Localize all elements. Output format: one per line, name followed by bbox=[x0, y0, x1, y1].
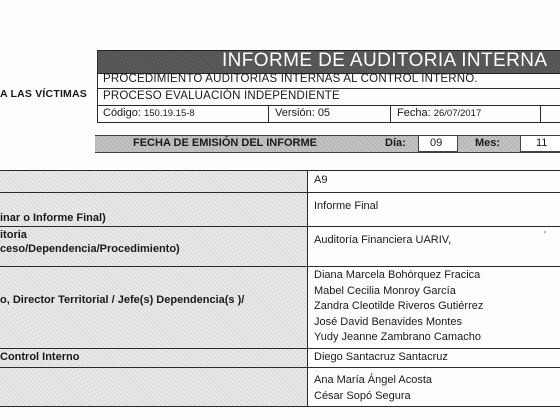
row-divider bbox=[0, 226, 560, 227]
auditor-name: Ana María Ángel Acosta bbox=[314, 374, 433, 386]
divider bbox=[540, 105, 541, 122]
month-label: Mes: bbox=[475, 137, 501, 149]
table-top-border bbox=[0, 170, 560, 171]
document-title: INFORME DE AUDITORIA INTERNA bbox=[222, 50, 548, 71]
column-divider bbox=[307, 170, 308, 406]
version-value: 05 bbox=[317, 107, 331, 119]
divider bbox=[268, 105, 269, 122]
auditee-name: Diana Marcela Bohórquez Fracica bbox=[314, 269, 481, 281]
auditee-name: José David Benavides Montes bbox=[314, 315, 462, 328]
label-column-shading bbox=[0, 170, 307, 406]
row-divider bbox=[0, 266, 560, 267]
report-type-value: Informe Final bbox=[314, 200, 379, 212]
auditee-name: Mabel Cecilia Monroy García bbox=[314, 284, 456, 297]
version-label: Versión: bbox=[275, 107, 315, 119]
auditor-list bbox=[314, 372, 432, 404]
row-divider bbox=[0, 192, 560, 193]
emission-date-label: FECHA DE EMISIÓN DEL INFORME bbox=[133, 137, 317, 149]
procedure-name: PROCEDIMIENTO AUDITORIAS INTERNAS AL CONTROL INTERNO. bbox=[103, 73, 478, 85]
stray-mark: ' bbox=[544, 230, 546, 241]
code-label: Código: bbox=[103, 107, 141, 119]
row-divider bbox=[0, 348, 560, 349]
month-value: 11 bbox=[536, 137, 548, 149]
auditee-name: Zandra Cleotilde Riveros Gutiérrez bbox=[314, 300, 484, 312]
date-field bbox=[397, 106, 481, 121]
organization-logo-text: A LAS VÍCTIMAS bbox=[0, 88, 87, 100]
process-name: PROCESO EVALUACIÓN INDEPENDIENTE bbox=[103, 90, 340, 102]
date-label: Fecha: bbox=[397, 107, 431, 119]
day-value: 09 bbox=[430, 137, 443, 149]
report-type-label: inar o Informe Final) bbox=[0, 212, 106, 224]
header-left-border bbox=[97, 50, 98, 122]
date-value: 26/07/2017 bbox=[433, 108, 482, 119]
auditee-name: Yudy Jeanne Zambrano Camacho bbox=[314, 331, 481, 343]
day-label: Día: bbox=[385, 137, 406, 149]
audited-leaders-label: o, Director Territorial / Jefe(s) Dependencia(s )/ bbox=[0, 294, 245, 306]
auditee-list bbox=[314, 268, 483, 346]
audit-name-label: itoria bbox=[0, 229, 27, 241]
code-field bbox=[103, 106, 195, 121]
audit-scope-label: ceso/Dependencia/Procedimiento) bbox=[0, 243, 180, 255]
report-number-value: A9 bbox=[314, 174, 328, 186]
internal-control-head-value: Diego Santacruz Santacruz bbox=[314, 351, 448, 363]
audit-name-value: Auditoría Financiera UARIV, bbox=[314, 234, 452, 246]
code-value: 150.19.15-8 bbox=[143, 108, 195, 119]
row-divider bbox=[0, 367, 560, 368]
table-bottom-border bbox=[0, 406, 560, 407]
auditor-name: César Sopó Segura bbox=[314, 390, 411, 402]
version-field bbox=[275, 106, 330, 121]
divider bbox=[390, 105, 391, 122]
internal-control-label: Control Interno bbox=[0, 351, 80, 363]
divider bbox=[97, 122, 560, 123]
